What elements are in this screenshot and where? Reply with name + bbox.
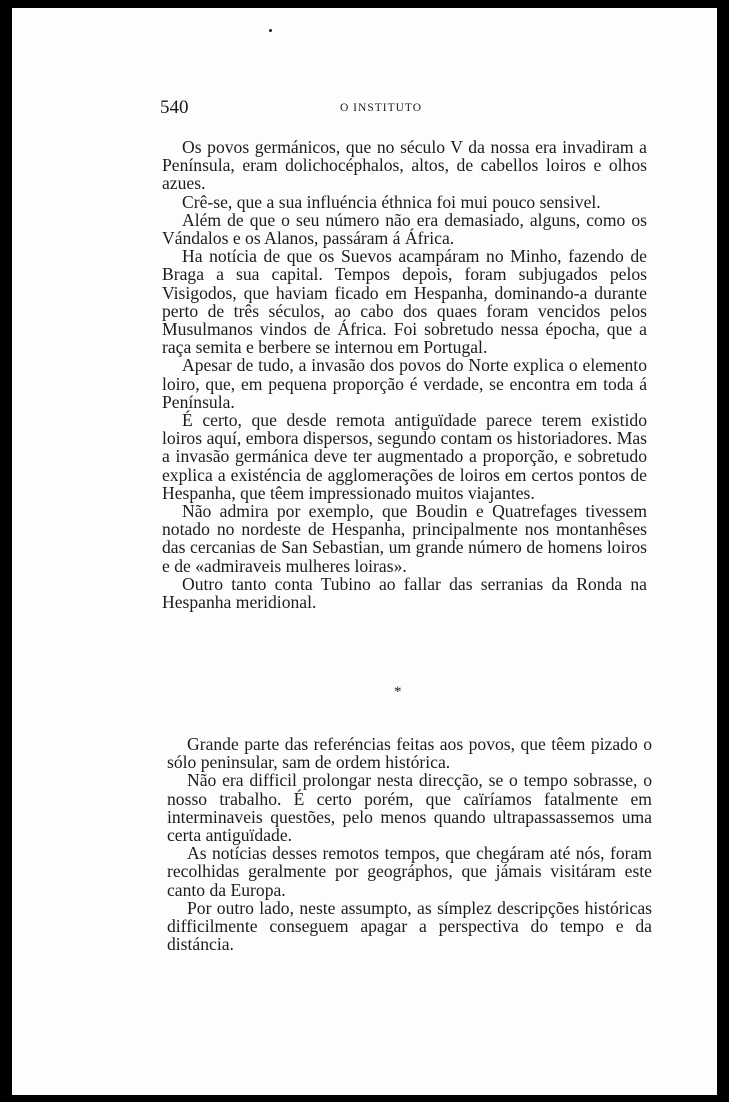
paragraph: As notícias desses remotos tempos, que chegáram até nós, foram recolhidas geralmente por geográphos, que jámais visitáram este canto da Europa. <box>167 843 652 900</box>
paragraph: Crê-se, que a sua influéncia éthnica foi mui pouco sensivel. <box>182 191 601 212</box>
section-separator-asterisk: * <box>394 684 402 700</box>
paragraph: É certo, que desde remota antiguïdade parece terem existido loiros aquí, embora dispersos, segundo contam os historiadores. Mas a invasão germánica deve ter augmentado a proporção, e sobretudo explica a existéncia de agglomerações de loiros em certos pontos de Hespanha, que têem impressionado muitos viajantes. <box>162 410 647 503</box>
running-head: O INSTITUTO <box>340 102 423 114</box>
text-section-2 <box>167 735 652 953</box>
page-header <box>160 97 646 125</box>
paragraph: Além de que o seu número não era demasiado, alguns, como os Vándalos e os Alanos, passáram á África. <box>162 209 647 249</box>
paragraph: Ha notícia de que os Suevos acampáram no Minho, fazendo de Braga a sua capital. Tempos depois, foram subjugados pelos Visigodos, que haviam ficado em Hespanha, dominando-a durante perto de três séculos, ao cabo dos quaes foram vencidos pelos Musulmanos vindos de África. Foi sobretudo nessa épocha, que a raça semita e berbere se internou em Portugal. <box>162 246 647 358</box>
paragraph: Não admira por exemplo, que Boudin e Quatrefages tivessem notado no nordeste de Hespanha, principalmente nos montanhêses das cercanias de San Sebastian, um grande número de homens loiros e de «admiraveis mulheres loiras». <box>162 501 647 576</box>
page-number: 540 <box>160 97 189 118</box>
paragraph: Grande parte das referéncias feitas aos povos, que têem pizado o sólo peninsular, sam de ordem histórica. <box>167 734 652 773</box>
paragraph: Apesar de tudo, a invasão dos povos do Norte explica o elemento loiro, que, em pequena proporção é verdade, se encontra em toda á Península. <box>162 355 647 412</box>
paragraph: Não era difficil prolongar nesta direcção, se o tempo sobrasse, o nosso trabalho. É certo porém, que caïríamos fatalmente em interminaveis questões, pelo menos quando ultrapassassemos uma certa antiguïdade. <box>167 770 652 846</box>
paragraph: Outro tanto conta Tubino ao fallar das serranias da Ronda na Hespanha meridional. <box>162 573 647 613</box>
paragraph: Os povos germánicos, que no século V da nossa era invadiram a Península, eram dolichocéphalos, altos, de cabellos loiros e olhos azues. <box>162 137 647 194</box>
ink-speck <box>269 29 272 32</box>
text-section-1 <box>162 138 647 611</box>
paragraph: Por outro lado, neste assumpto, as símplez descripções históricas difficilmente conseguem apagar a perspectiva do tempo e da distáncia. <box>167 897 652 955</box>
book-page <box>12 8 717 1095</box>
